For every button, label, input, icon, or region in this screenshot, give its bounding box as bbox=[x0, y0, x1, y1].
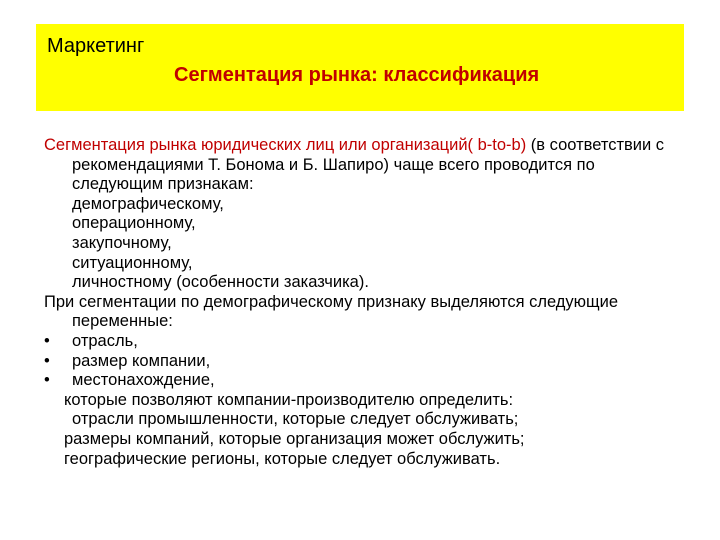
bullet-icon: • bbox=[44, 351, 50, 370]
bullet-icon: • bbox=[44, 331, 50, 350]
slide-title: Сегментация рынка: классификация bbox=[174, 64, 540, 86]
allows-line: которые позволяют компании-производителю определить: bbox=[64, 390, 514, 409]
variable-item bbox=[44, 332, 684, 352]
variable-text: местонахождение, bbox=[72, 371, 215, 390]
intro-highlight: Сегментация рынка юридических лиц или организаций( b-to-b) bbox=[44, 136, 527, 154]
subject-label: Маркетинг bbox=[47, 35, 145, 57]
slide-body bbox=[44, 136, 684, 469]
bullet-icon: • bbox=[44, 371, 50, 390]
intro-paragraph bbox=[44, 136, 684, 195]
slide-header bbox=[36, 24, 684, 111]
criterion-item: ситуационному, bbox=[72, 253, 193, 272]
demographic-paragraph: При сегментации по демографическому признаку выделяются следующие переменные: bbox=[44, 292, 619, 331]
criterion-item: демографическому, bbox=[72, 194, 224, 213]
variable-item bbox=[44, 352, 684, 372]
intro-text: (в соответствии с рекомендациями Т. Бонома и Б. Шапиро) чаще всего проводится по следующим признакам: bbox=[72, 136, 665, 194]
criterion-item: операционному, bbox=[72, 214, 196, 233]
criterion-item: закупочному, bbox=[72, 233, 172, 252]
determine-item: размеры компаний, которые организация может обслужить; bbox=[64, 429, 525, 448]
variable-text: размер компании, bbox=[72, 351, 211, 370]
variable-text: отрасль, bbox=[72, 331, 138, 350]
variable-item bbox=[44, 371, 684, 391]
criterion-item: личностному (особенности заказчика). bbox=[72, 273, 369, 292]
determine-item: отрасли промышленности, которые следует обслуживать; bbox=[72, 410, 519, 429]
determine-item: географические регионы, которые следует обслуживать. bbox=[64, 449, 501, 468]
